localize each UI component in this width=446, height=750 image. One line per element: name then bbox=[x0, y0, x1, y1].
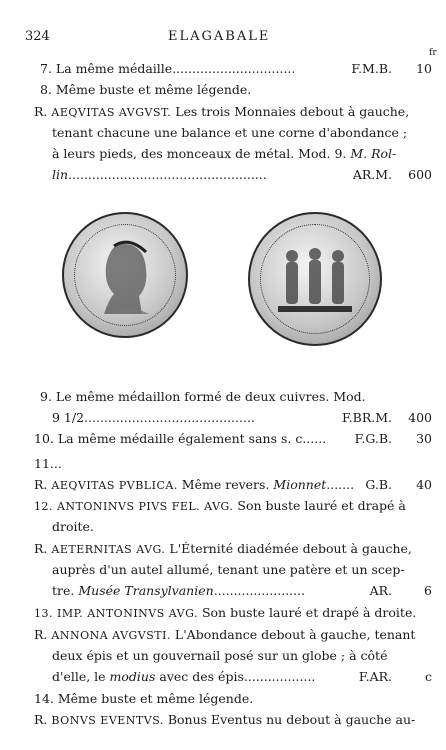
price-value: 30 bbox=[416, 431, 432, 446]
line-text: 11... bbox=[34, 456, 62, 471]
line-text: Même revers. bbox=[177, 477, 270, 492]
italic-text: lin bbox=[52, 167, 69, 182]
text-line bbox=[34, 626, 415, 645]
italic-text: Musée Transylvanien bbox=[74, 583, 214, 598]
text-line bbox=[40, 388, 366, 406]
text-line bbox=[34, 103, 409, 122]
price-value: 400 bbox=[408, 410, 432, 425]
rarity-mark: F.AR. bbox=[358, 669, 392, 684]
three-monetae-figures-icon bbox=[250, 214, 380, 344]
line-text: L'Abondance debout à gauche, tenant bbox=[170, 627, 416, 642]
line-text: 14. Même buste et même légende. bbox=[34, 691, 254, 706]
rev-symbol: R. bbox=[34, 627, 48, 642]
text-line bbox=[34, 455, 62, 473]
line-text: 9 1/2........................................... bbox=[52, 410, 255, 425]
coin-obverse bbox=[62, 212, 188, 338]
italic-text: Mionnet bbox=[269, 477, 327, 492]
text-line bbox=[52, 561, 405, 579]
line-text: Son buste lauré et drapé à bbox=[233, 498, 406, 513]
text-line bbox=[52, 582, 305, 600]
coin-legend: AEQVITAS AVGVST. bbox=[51, 106, 172, 119]
line-text: Bonus Eventus nu debout à gauche au- bbox=[163, 712, 416, 727]
running-title: ELAGABALE bbox=[168, 29, 271, 44]
line-text: L'Éternité diadémée debout à gauche, bbox=[165, 541, 412, 556]
line-text-cont: ....................... bbox=[213, 583, 306, 598]
rarity-mark: F.G.B. bbox=[354, 431, 392, 446]
line-text: deux épis et un gouvernail posé sur un globe ; à côté bbox=[52, 648, 388, 663]
text-line bbox=[34, 604, 416, 623]
text-line bbox=[52, 166, 267, 184]
line-text: 10. La même médaille également sans s. c...... bbox=[34, 431, 327, 446]
price-value: c bbox=[424, 669, 432, 684]
text-line bbox=[34, 690, 253, 708]
rarity-mark: F.BR.M. bbox=[341, 410, 392, 425]
rarity-mark: AR. bbox=[369, 583, 392, 598]
line-text: Son buste lauré et drapé à droite. bbox=[198, 605, 417, 620]
text-line bbox=[52, 124, 407, 142]
coin-legend: 13. IMP. ANTONINVS AVG. bbox=[34, 607, 198, 620]
text-line bbox=[34, 497, 406, 516]
line-text-cont: ....... bbox=[326, 477, 355, 492]
coin-legend: AEQVITAS PVBLICA. bbox=[51, 479, 178, 492]
text-line bbox=[52, 647, 387, 665]
price-value: 10 bbox=[416, 61, 432, 76]
line-text: .................................................. bbox=[68, 167, 267, 182]
line-text: 8. Même buste et même légende. bbox=[40, 82, 252, 97]
line-text: tenant chacune une balance et une corne d'abondance ; bbox=[52, 125, 408, 140]
line-text: d'elle, le bbox=[52, 669, 106, 684]
text-line bbox=[34, 711, 415, 730]
rarity-mark: F.M.B. bbox=[351, 61, 392, 76]
price-value: 40 bbox=[416, 477, 432, 492]
rev-symbol: R. bbox=[34, 712, 48, 727]
coin-reverse bbox=[248, 212, 382, 346]
line-text: 9. Le même médaillon formé de deux cuivres. Mod. bbox=[40, 389, 366, 404]
coin-legend: BONVS EVENTVS. bbox=[51, 714, 164, 727]
coin-legend: AETERNITAS AVG. bbox=[51, 543, 166, 556]
line-text: tre. bbox=[52, 583, 75, 598]
rev-symbol: R. bbox=[34, 541, 48, 556]
page-number: 324 bbox=[25, 29, 50, 44]
rarity-mark: G.B. bbox=[365, 477, 392, 492]
line-text: droite. bbox=[52, 519, 94, 534]
text-line bbox=[52, 668, 315, 686]
line-text: Les trois Monnaies debout à gauche, bbox=[171, 104, 410, 119]
line-text: auprès d'un autel allumé, tenant une patère et un scep- bbox=[52, 562, 405, 577]
line-text: à leurs pieds, des monceaux de métal. Mod. 9. bbox=[52, 146, 347, 161]
coin-legend: ANNONA AVGVSTI. bbox=[51, 629, 171, 642]
italic-text: M. Rol- bbox=[346, 146, 397, 161]
rev-symbol: R. bbox=[34, 477, 48, 492]
text-line bbox=[52, 409, 255, 427]
text-line bbox=[34, 430, 326, 448]
currency-unit: fr bbox=[429, 48, 437, 58]
laureate-bust-icon bbox=[64, 214, 186, 336]
text-line bbox=[34, 540, 412, 559]
rarity-mark: AR.M. bbox=[352, 167, 392, 182]
text-line bbox=[52, 518, 94, 536]
italic-text: modius bbox=[105, 669, 156, 684]
line-text-cont: avec des épis.................. bbox=[155, 669, 316, 684]
price-value: 6 bbox=[424, 583, 432, 598]
line-text: 7. La même médaille............................... bbox=[40, 61, 296, 76]
rev-symbol: R. bbox=[34, 104, 48, 119]
text-line bbox=[40, 81, 251, 99]
text-line bbox=[40, 60, 295, 78]
text-line bbox=[34, 476, 355, 495]
coin-legend: 12. ANTONINVS PIVS FEL. AVG. bbox=[34, 500, 234, 513]
price-value: 600 bbox=[408, 167, 432, 182]
text-line bbox=[52, 145, 396, 163]
